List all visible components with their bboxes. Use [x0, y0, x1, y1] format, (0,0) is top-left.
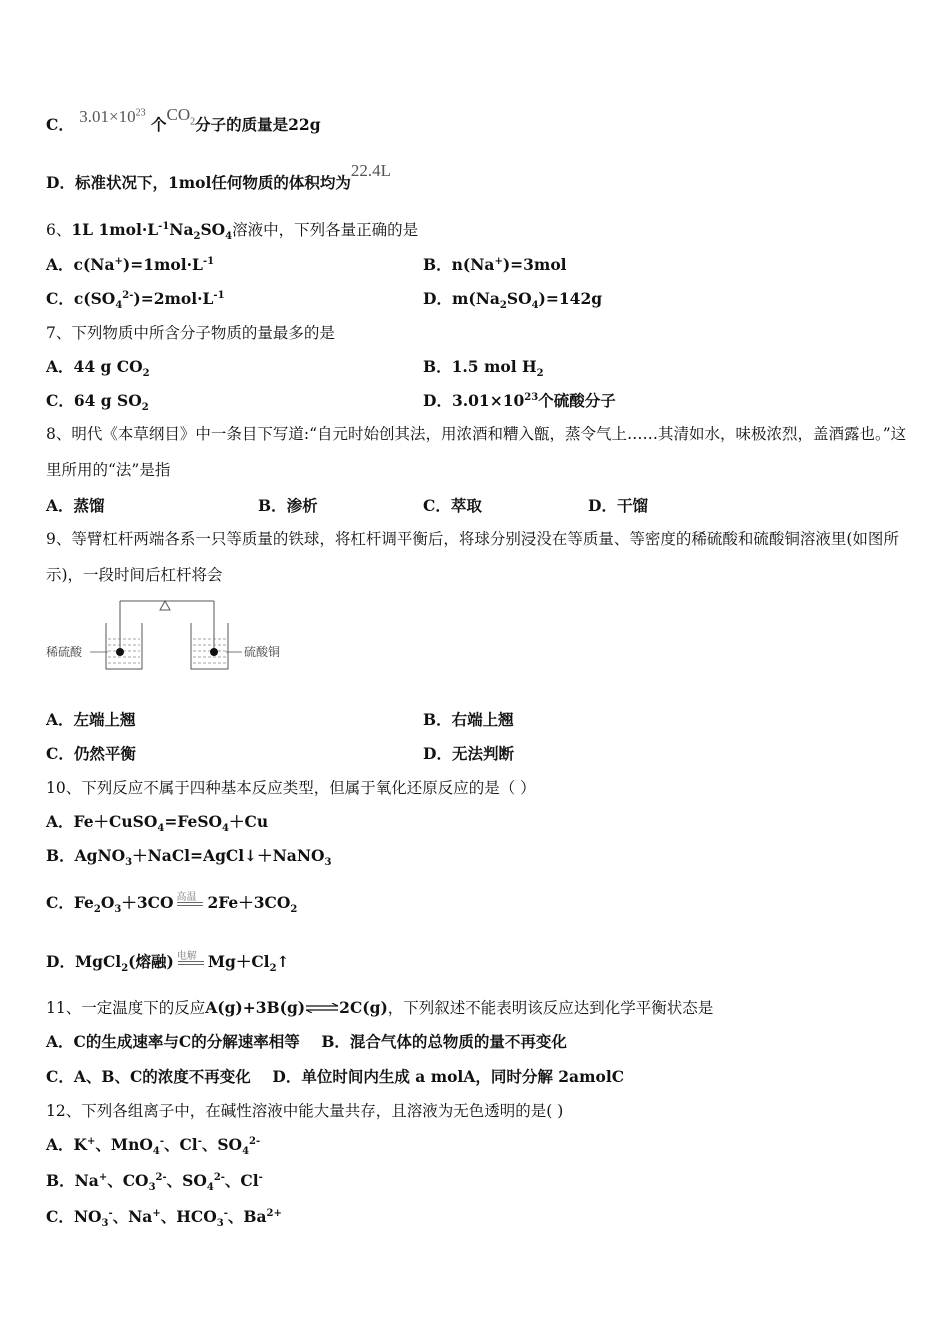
q7-option-c: C．64 g $SO_2$ — [46, 391, 149, 414]
high-temp-condition: 高温 — [177, 902, 203, 903]
q8-stem: 8、明代《本草纲目》中一条目下写道:“自元时始创其法，用浓酒和糟入甑，蒸令气上……其清如水，味极浓烈，盖酒露也。”这里所用的“法”是指 — [46, 425, 907, 479]
q9-option-b: B．右端上翘 — [423, 710, 514, 729]
q8-option-c: C．萃取 — [423, 496, 482, 515]
q6-stem: 6、1L $1mol\cdot L^{-1}Na_2SO_4$溶液中，下列各量正确的是 — [46, 220, 419, 243]
right-beaker — [191, 623, 228, 669]
label-copper-sulfate: 硫酸铜 — [244, 645, 281, 659]
q9-option-d: D．无法判断 — [423, 744, 514, 763]
q8-option-d: D．干馏 — [588, 496, 648, 515]
q12-option-a: A．K+、MnO$_4$-、Cl-、$SO_4^{2-}$ — [46, 1135, 261, 1158]
q10-option-c: C．$Fe_2O_3+3CO$ 高温 $2Fe+3CO_2$ — [46, 891, 298, 916]
q11-option-a: A．C的生成速率与C的分解速率相等 — [46, 1032, 300, 1051]
fulcrum — [160, 601, 170, 610]
left-beaker — [106, 623, 142, 669]
q9-option-a: A．左端上翘 — [46, 710, 136, 729]
q6-option-d: D．$m(Na_2SO_4)=142g$ — [423, 289, 603, 312]
left-iron-ball — [116, 648, 124, 656]
q8-options — [46, 496, 906, 516]
q11-option-c: C．A、B、C的浓度不再变化 — [46, 1067, 251, 1086]
q5-option-c: C． $3.01\times 10^{23}$ 个$CO_2$分子的质量是22g — [46, 105, 321, 134]
equilibrium-arrows-icon — [305, 1003, 339, 1013]
q12-option-b: B．Na+、$CO_3^{2-}$、$SO_4^{2-}$、Cl- — [46, 1171, 263, 1194]
q11-options-row2 — [46, 1067, 624, 1087]
q9-stem: 9、等臂杠杆两端各系一只等质量的铁球，将杠杆调平衡后，将球分别浸没在等质量、等密度的稀硫酸和硫酸铜溶液里(如图所示)，一段时间后杠杆将会 — [46, 530, 899, 584]
q9-options-row1 — [46, 710, 906, 730]
q6-option-b: B．n(Na+)=3mol — [423, 255, 567, 274]
q9-options-row2 — [46, 744, 906, 764]
q8-option-a: A．蒸馏 — [46, 496, 105, 515]
q5-option-d: D．标准状况下，1mol任何物质的体积均为22.4L — [46, 161, 392, 192]
q6-option-c: C．$c(SO_4^{2-})=2mol\cdot L^{-1}$ — [46, 289, 225, 312]
q8-option-b: B．渗析 — [258, 496, 318, 515]
q7-options-row2 — [46, 391, 906, 414]
q6-options-row1 — [46, 255, 906, 275]
label-dilute-sulfuric-acid: 稀硫酸 — [46, 645, 83, 659]
lever-beaker-figure — [46, 595, 296, 677]
q11-option-b: B．混合气体的总物质的量不再变化 — [321, 1032, 567, 1051]
q6-option-a: A．$c(Na^+)=1mol\cdot L^{-1}$ — [46, 255, 215, 274]
q11-option-d: D．单位时间内生成 a molA，同时分解 2amolC — [272, 1067, 625, 1086]
q11-stem: 11、一定温度下的反应A(g)+3B(g) 2C(g)，下列叙述不能表明该反应达到化学平衡状态是 — [46, 998, 714, 1017]
q7-options-row1 — [46, 357, 906, 380]
right-iron-ball — [210, 648, 218, 656]
q7-option-a: A．44 g $CO_2$ — [46, 357, 150, 380]
q11-options-row1 — [46, 1032, 567, 1052]
electrolysis-condition: 电解 — [178, 961, 204, 962]
q7-option-d: D．$3.01\times 10^{23}$个硫酸分子 — [423, 391, 616, 410]
q7-stem: 7、下列物质中所含分子物质的量最多的是 — [46, 324, 335, 342]
q12-stem: 12、下列各组离子中，在碱性溶液中能大量共存，且溶液为无色透明的是( ) — [46, 1102, 564, 1120]
q10-option-a: A．Fe＋CuSO$_4$=FeSO$_4$＋Cu — [46, 812, 269, 835]
q12-option-c: C．$NO_3^-$、Na+、$HCO_3^-$、$Ba^{2+}$ — [46, 1207, 282, 1230]
q10-option-d: D．MgCl$_2$(熔融) 电解 $Mg+Cl_2↑$ — [46, 950, 290, 975]
q7-option-b: B．1.5 mol $H_2$ — [423, 357, 544, 380]
q10-stem: 10、下列反应不属于四种基本反应类型，但属于氧化还原反应的是（ ） — [46, 779, 536, 797]
q6-options-row2 — [46, 289, 906, 312]
q10-option-b: B．AgNO$_3$＋NaCl=AgCl↓＋NaNO$_3$ — [46, 846, 332, 869]
q9-option-c: C．仍然平衡 — [46, 744, 136, 763]
